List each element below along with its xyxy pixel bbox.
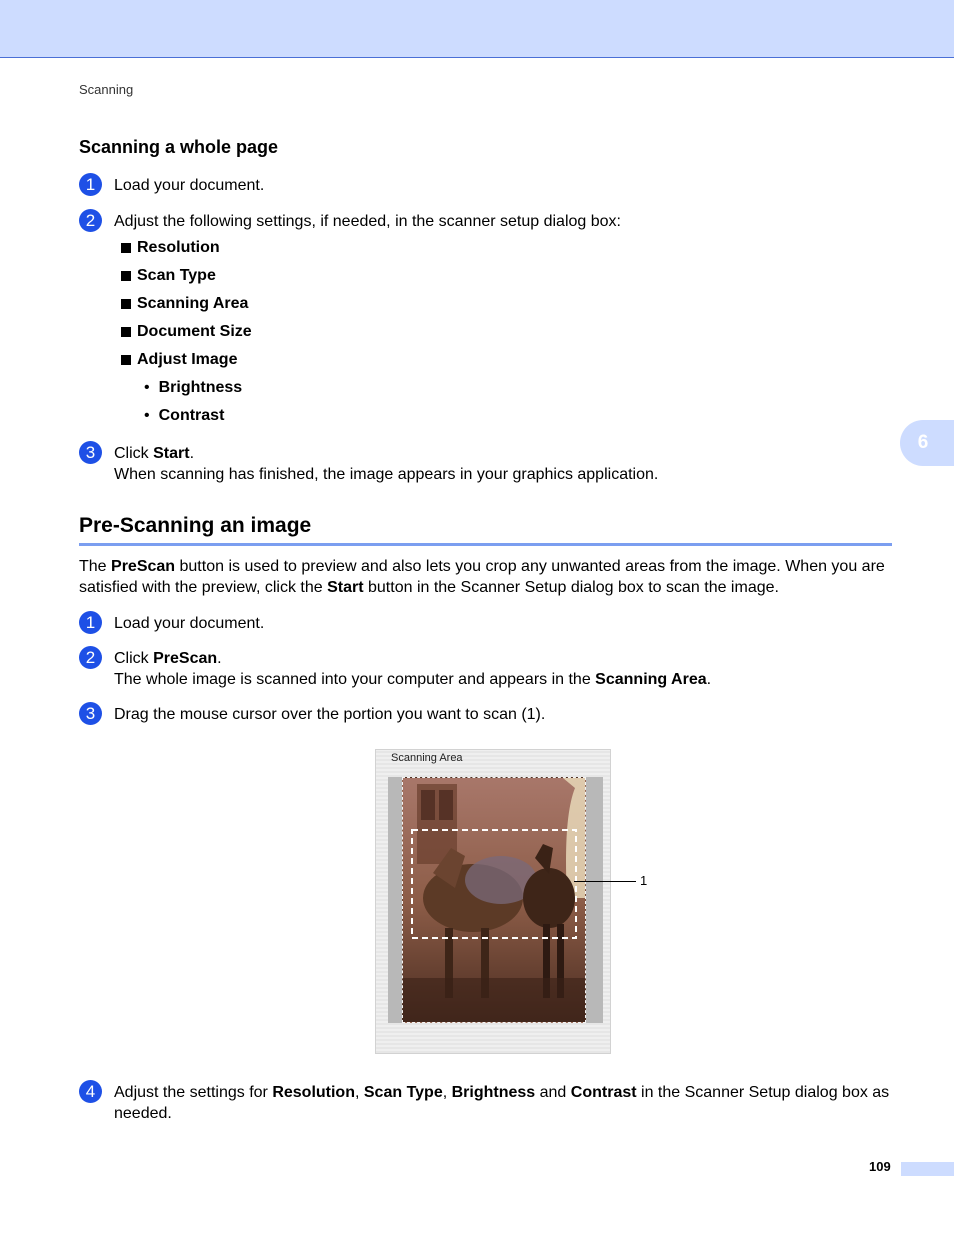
bold-term: Contrast <box>570 1084 637 1101</box>
text-run: button in the Scanner Setup dialog box to scan the image. <box>363 579 779 596</box>
callout-leader-line <box>574 881 636 882</box>
square-bullet-icon <box>121 243 131 253</box>
text-run: , <box>354 1084 364 1101</box>
text-run: The <box>79 558 112 575</box>
setting-label: Document Size <box>137 323 252 340</box>
square-bullet-icon <box>121 327 131 337</box>
step-number: 2 <box>79 646 102 669</box>
text-run: , <box>442 1084 452 1101</box>
bold-term: PreScan <box>153 650 218 667</box>
text-run: The whole image is scanned into your computer and appears in the <box>114 671 596 688</box>
dot-bullet-icon: • <box>144 379 150 396</box>
bold-term: Scan Type <box>363 1084 443 1101</box>
step-text <box>114 1082 894 1124</box>
text-run: When scanning has finished, the image appears in your graphics application. <box>114 466 659 483</box>
text-run: in the Scanner Setup dialog box as needed. <box>114 1084 890 1122</box>
step-2 <box>79 211 621 232</box>
step-1 <box>79 613 264 634</box>
square-bullet-icon <box>121 271 131 281</box>
scanning-area-figure <box>375 749 611 1054</box>
step-number: 3 <box>79 441 102 464</box>
step-text: Adjust the following settings, if needed, in the scanner setup dialog box: <box>114 213 621 230</box>
step-text: Drag the mouse cursor over the portion you want to scan (1). <box>114 706 546 723</box>
intro-paragraph <box>79 556 894 598</box>
callout-number: 1 <box>640 873 648 888</box>
heading-rule <box>79 543 892 546</box>
text-run: . <box>706 671 712 688</box>
preview-image <box>402 777 586 1023</box>
step-3 <box>79 704 545 725</box>
step-number: 1 <box>79 611 102 634</box>
header-band <box>0 0 954 58</box>
footer-bar <box>901 1162 954 1176</box>
step-text <box>114 648 711 690</box>
square-bullet-icon <box>121 299 131 309</box>
step-text: Load your document. <box>114 615 265 632</box>
setting-item <box>121 323 252 341</box>
bold-term: Resolution <box>272 1084 355 1101</box>
setting-label: Scanning Area <box>137 295 249 312</box>
sub-setting-label: Contrast <box>158 407 225 424</box>
setting-item <box>121 239 220 257</box>
setting-label: Resolution <box>137 239 220 256</box>
step-1 <box>79 175 264 196</box>
page-number: 109 <box>869 1159 891 1174</box>
text-run: . <box>217 650 222 667</box>
text-run: Click <box>114 445 154 462</box>
step-4 <box>79 1082 894 1124</box>
text-run: button is used to preview and also lets you crop any unwanted areas from the image. When you are satisfied with the preview, click the <box>79 558 885 596</box>
section-title-whole-page: Scanning a whole page <box>79 137 279 157</box>
donkeys-photo-illustration <box>403 778 586 1023</box>
sub-setting-label: Brightness <box>158 379 243 396</box>
chapter-tab: 6 <box>900 420 954 466</box>
step-text <box>114 443 658 485</box>
square-bullet-icon <box>121 355 131 365</box>
figure-title: Scanning Area <box>391 752 463 764</box>
setting-label: Scan Type <box>137 267 216 284</box>
section-title-prescan: Pre-Scanning an image <box>79 514 312 537</box>
step-number: 2 <box>79 209 102 232</box>
dot-bullet-icon: • <box>144 407 150 424</box>
setting-item <box>121 351 237 369</box>
text-run: Click <box>114 650 154 667</box>
setting-label: Adjust Image <box>137 351 238 368</box>
bold-term: PreScan <box>111 558 176 575</box>
bold-term: Brightness <box>451 1084 536 1101</box>
sub-setting-item <box>144 379 242 397</box>
bold-term: Start <box>153 445 190 462</box>
step-2 <box>79 648 711 690</box>
step-number: 3 <box>79 702 102 725</box>
bold-term: Start <box>327 579 364 596</box>
bold-term: Scanning Area <box>595 671 707 688</box>
sub-setting-item <box>144 407 224 425</box>
text-run: and <box>535 1084 571 1101</box>
text-run: Adjust the settings for <box>114 1084 273 1101</box>
scan-frame <box>388 777 603 1023</box>
step-number: 4 <box>79 1080 102 1103</box>
step-3 <box>79 443 658 485</box>
step-number: 1 <box>79 173 102 196</box>
setting-item <box>121 295 248 313</box>
setting-item <box>121 267 216 285</box>
breadcrumb: Scanning <box>79 82 134 97</box>
step-text: Load your document. <box>114 177 265 194</box>
text-run: . <box>189 445 195 462</box>
